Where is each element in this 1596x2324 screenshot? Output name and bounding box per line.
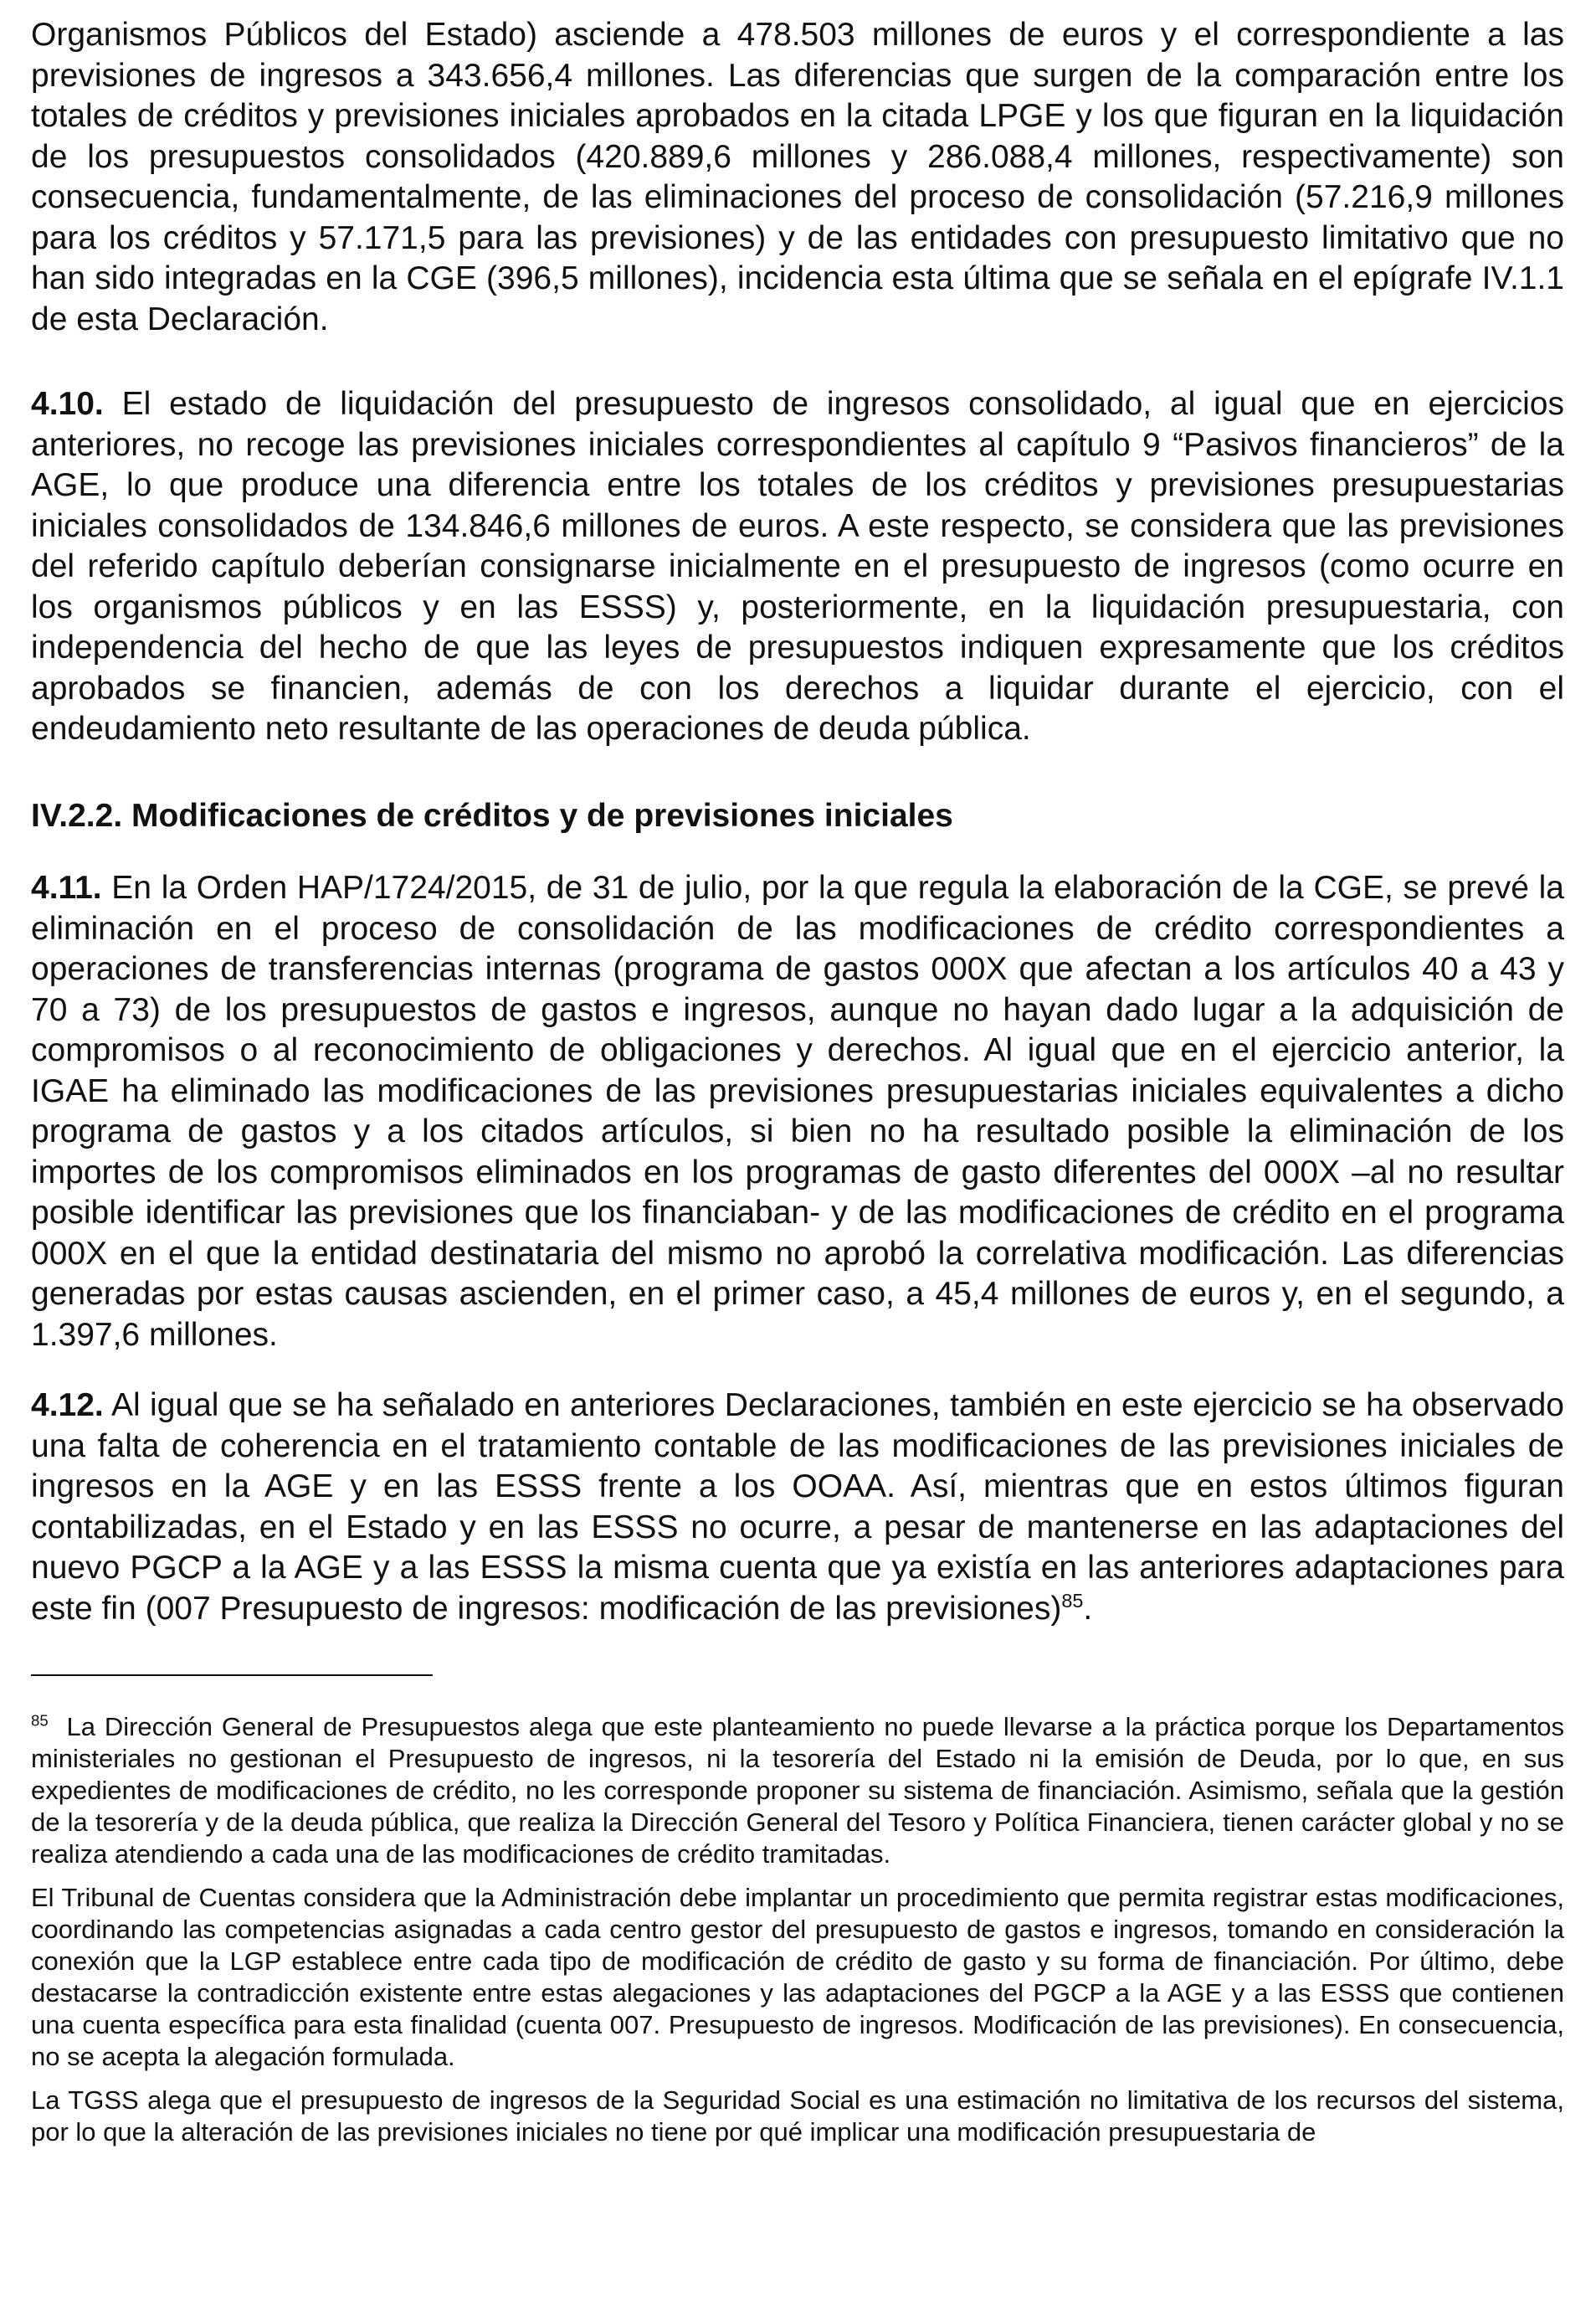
footnote-text: La TGSS alega que el presupuesto de ingresos de la Seguridad Social es una estimación no limitativa de los recursos del sistema, por lo que la alteración de las previsiones iniciales no tiene por qué implicar una modificación presupuestaria de bbox=[31, 2085, 1564, 2147]
footnote-separator bbox=[31, 1674, 433, 1676]
footnote-marker: 85 bbox=[31, 1711, 49, 1730]
paragraph-text: En la Orden HAP/1724/2015, de 31 de julio, por la que regula la elaboración de la CGE, se prevé la eliminación en el proceso de consolidación de las modificaciones de crédito correspondientes a operaciones de transferencias internas (programa de gastos 000X que afectan a los artículos 40 a 43 y 70 a 73) de los presupuestos de gastos e ingresos, aunque no hayan dado lugar a la adquisición de compromisos o al reconocimiento de obligaciones y derechos. Al igual que en el ejercicio anterior, la IGAE ha eliminado las modificaciones de las previsiones presupuestarias iniciales equivalentes a dicho programa de gastos y a los citados artículos, si bien no ha resultado posible la eliminación de los importes de los compromisos eliminados en los programas de gasto diferentes del 000X –al no resultar posible identificar las previsiones que los financiaban- y de las modificaciones de crédito en el programa 000X en el que la entidad destinataria del mismo no aprobó la correlativa modificación. Las diferencias generadas por estas causas ascienden, en el primer caso, a 45,4 millones de euros y, en el segundo, a 1.397,6 millones. bbox=[31, 870, 1564, 1353]
footnote-text: El Tribunal de Cuentas considera que la Administración debe implantar un procedimiento que permita registrar estas modificaciones, coordinando las competencias asignadas a cada centro gestor del presupuesto de gastos e ingresos, tomando en consideración la conexión que la LGP establece entre cada tipo de modificación de crédito de gasto y su forma de financiación. Por último, debe destacarse la contradicción existente entre estas alegaciones y las adaptaciones del PGCP a la AGE y a las ESSS que contienen una cuenta específica para esta finalidad (cuenta 007. Presupuesto de ingresos. Modificación de las previsiones). En consecuencia, no se acepta la alegación formulada. bbox=[31, 1883, 1564, 2071]
paragraph-text: Al igual que se ha señalado en anteriores Declaraciones, también en este ejercicio se ha observado una falta de coherencia en el tratamiento contable de las modificaciones de las previsiones iniciales de ingresos en la AGE y en las ESSS frente a los OOAA. Así, mientras que en estos últimos figuran contabilizadas, en el Estado y en las ESSS no ocurre, a pesar de mantenerse en las adaptaciones del nuevo PGCP a la AGE y a las ESSS la misma cuenta que ya existía en las anteriores adaptaciones para este fin (007 Presupuesto de ingresos: modificación de las previsiones) bbox=[31, 1387, 1564, 1627]
paragraph-text: El estado de liquidación del presupuesto de ingresos consolidado, al igual que en ejercicios anteriores, no recoge las previsiones iniciales correspondientes al capítulo 9 “Pasivos financieros” de la AGE, lo que produce una diferencia entre los totales de los créditos y previsiones presupuestarias iniciales consolidados de 134.846,6 millones de euros. A este respecto, se considera que las previsiones del referido capítulo deberían consignarse inicialmente en el presupuesto de ingresos (como ocurre en los organismos públicos y en las ESSS) y, posteriormente, en la liquidación presupuestaria, con independencia del hecho de que las leyes de presupuestos indiquen expresamente que los créditos aprobados se financien, además de con los derechos a liquidar durante el ejercicio, con el endeudamiento neto resultante de las operaciones de deuda pública. bbox=[31, 386, 1564, 747]
paragraph-number: 4.12. bbox=[31, 1387, 104, 1423]
footnote-85-paragraph-1 bbox=[31, 1711, 1564, 1870]
footnote-85-paragraph-3 bbox=[31, 2085, 1564, 2148]
paragraph-end: . bbox=[1083, 1590, 1093, 1627]
paragraph-intro-text: Organismos Públicos del Estado) asciende a 478.503 millones de euros y el correspondiente a las previsiones de ingresos a 343.656,4 millones. Las diferencias que surgen de la comparación entre los totales de créditos y previsiones iniciales aprobados en la citada LPGE y los que figuran en la liquidación de los presupuestos consolidados (420.889,6 millones y 286.088,4 millones, respectivamente) son consecuencia, fundamentalmente, de las eliminaciones del proceso de consolidación (57.216,9 millones para los créditos y 57.171,5 para las previsiones) y de las entidades con presupuesto limitativo que no han sido integradas en la CGE (396,5 millones), incidencia esta última que se señala en el epígrafe IV.1.1 de esta Declaración. bbox=[31, 17, 1564, 337]
paragraph-4-10 bbox=[31, 384, 1564, 750]
footnote-reference[interactable]: 85 bbox=[1061, 1589, 1084, 1612]
paragraph-4-11 bbox=[31, 868, 1564, 1355]
document-page bbox=[31, 15, 1564, 2148]
footnote-85-paragraph-2 bbox=[31, 1882, 1564, 2073]
paragraph-intro bbox=[31, 15, 1564, 340]
footnote-text: La Dirección General de Presupuestos alega que este planteamiento no puede llevarse a la práctica porque los Departamentos ministeriales no gestionan el Presupuesto de ingresos, ni la tesorería del Estado ni la emisión de Deuda, por lo que, en sus expedientes de modificaciones de crédito, no les corresponde proponer su sistema de financiación. Asimismo, señala que la gestión de la tesorería y de la deuda pública, que realiza la Dirección General del Tesoro y Política Financiera, tienen carácter global y no se realiza atendiendo a cada una de las modificaciones de crédito tramitadas. bbox=[31, 1712, 1564, 1869]
paragraph-4-12 bbox=[31, 1386, 1564, 1629]
paragraph-number: 4.10. bbox=[31, 386, 104, 422]
paragraph-number: 4.11. bbox=[31, 870, 102, 906]
section-heading: IV.2.2. Modificaciones de créditos y de previsiones iniciales bbox=[31, 797, 953, 834]
